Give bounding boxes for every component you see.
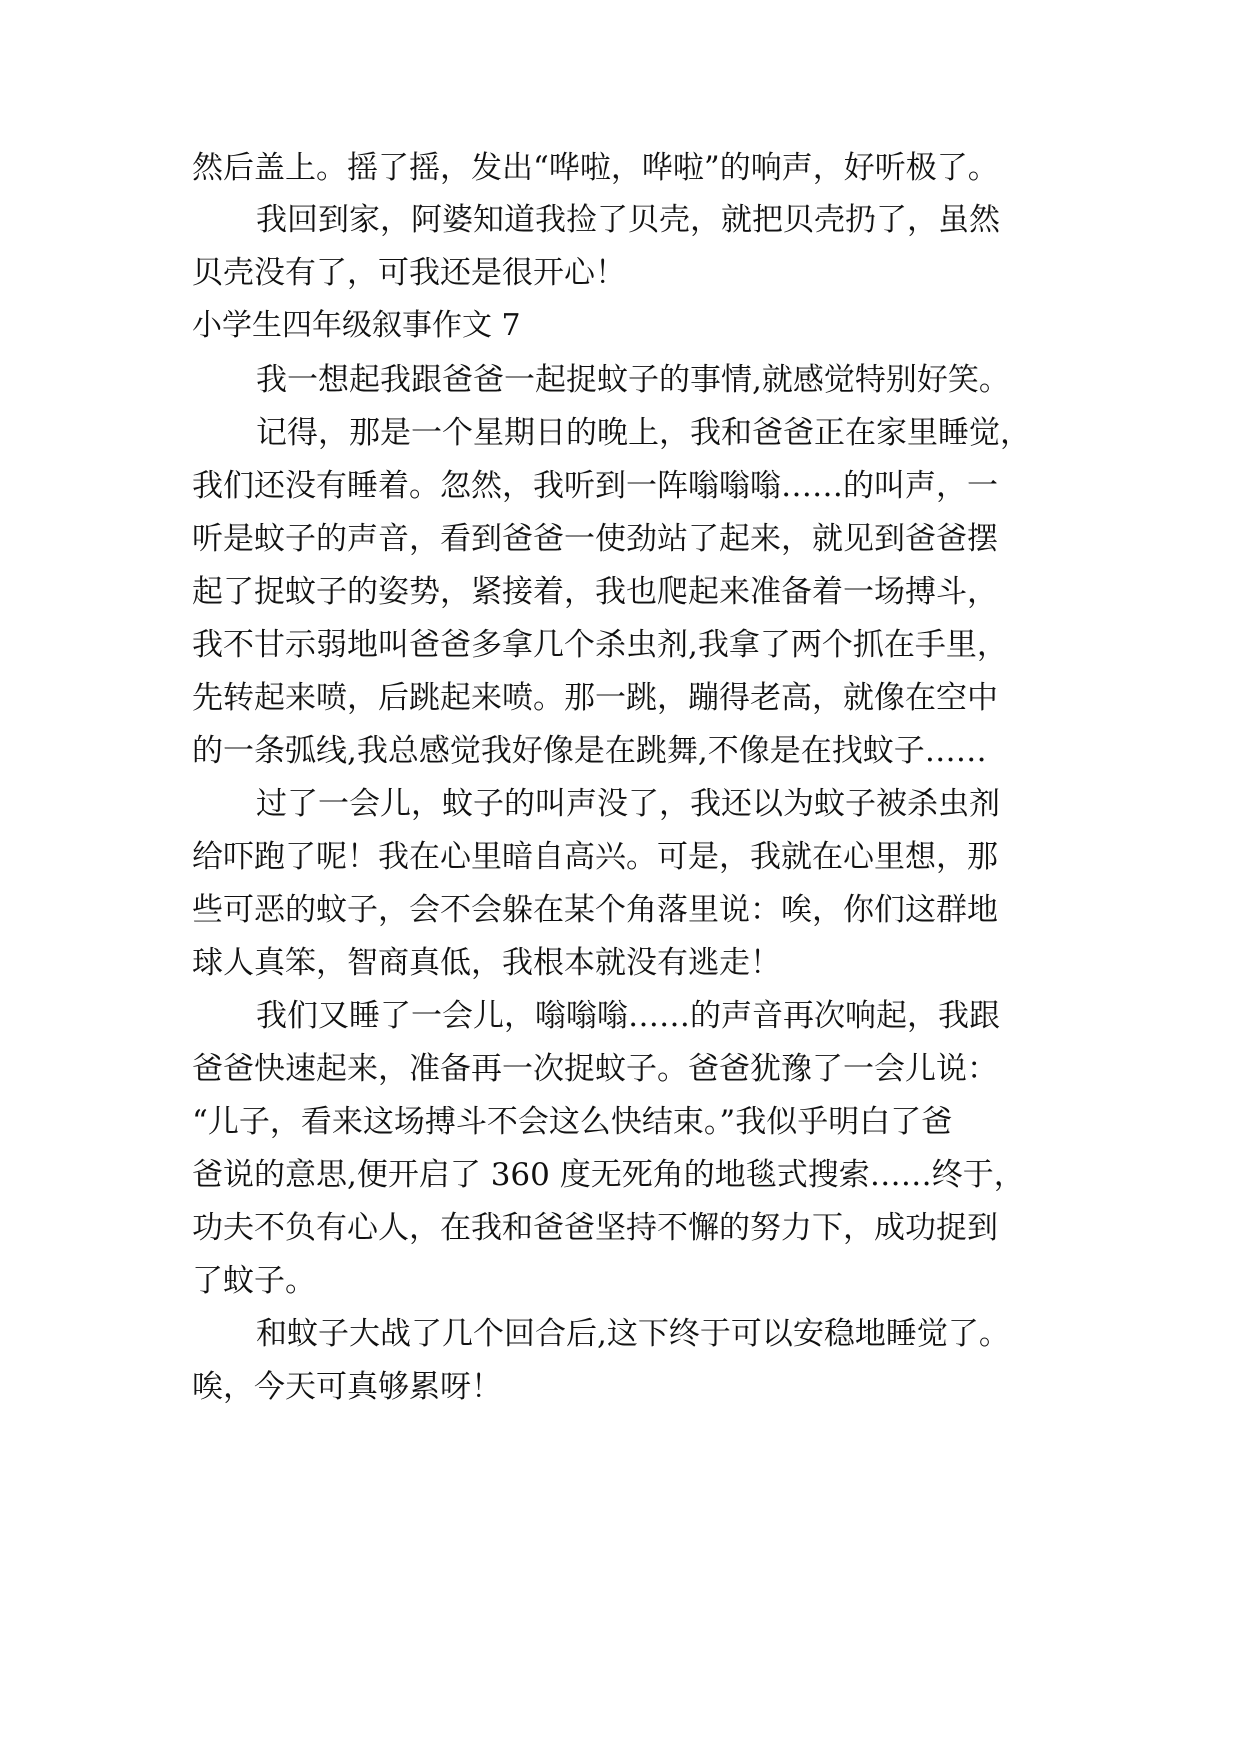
paragraph-line: 先转起来喷，后跳起来喷。那一跳，蹦得老高，就像在空中 xyxy=(192,680,998,716)
paragraph-line: 贝壳没有了，可我还是很开心！ xyxy=(192,255,626,291)
paragraph-line: 了蚊子。 xyxy=(192,1263,316,1299)
paragraph-line: 唉，今天可真够累呀！ xyxy=(192,1369,502,1405)
paragraph-line: 爸说的意思,便开启了 360 度无死角的地毯式搜索……终于， xyxy=(192,1157,1025,1193)
paragraph-line: 的一条弧线,我总感觉我好像是在跳舞,不像是在找蚊子…… xyxy=(192,733,987,769)
paragraph-line: 起了捉蚊子的姿势，紧接着，我也爬起来准备着一场搏斗， xyxy=(192,574,998,610)
paragraph-line: 球人真笨，智商真低，我根本就没有逃走！ xyxy=(192,945,781,981)
paragraph-line: 我们又睡了一会儿，嗡嗡嗡……的声音再次响起，我跟 xyxy=(256,998,1000,1034)
paragraph-line: 记得，那是一个星期日的晚上，我和爸爸正在家里睡觉， xyxy=(256,415,1031,451)
paragraph-line: “儿子，看来这场搏斗不会这么快结束。”我似乎明白了爸 xyxy=(192,1104,953,1140)
paragraph-line: 我回到家，阿婆知道我捡了贝壳，就把贝壳扔了，虽然 xyxy=(256,202,1000,238)
essay-heading: 小学生四年级叙事作文 7 xyxy=(192,308,521,343)
paragraph-line: 些可恶的蚊子，会不会躲在某个角落里说：唉，你们这群地 xyxy=(192,892,998,928)
paragraph-line: 和蚊子大战了几个回合后,这下终于可以安稳地睡觉了。 xyxy=(256,1316,1010,1352)
paragraph-line: 功夫不负有心人，在我和爸爸坚持不懈的努力下，成功捉到 xyxy=(192,1210,998,1246)
paragraph-line: 过了一会儿，蚊子的叫声没了，我还以为蚊子被杀虫剂 xyxy=(256,786,1000,822)
paragraph-line: 然后盖上。摇了摇，发出“哗啦，哗啦”的响声，好听极了。 xyxy=(192,150,999,186)
paragraph-line: 爸爸快速起来，准备再一次捉蚊子。爸爸犹豫了一会儿说： xyxy=(192,1051,998,1087)
paragraph-line: 我一想起我跟爸爸一起捉蚊子的事情,就感觉特别好笑。 xyxy=(256,362,1010,398)
paragraph-line: 听是蚊子的声音，看到爸爸一使劲站了起来，就见到爸爸摆 xyxy=(192,521,998,557)
paragraph-line: 我不甘示弱地叫爸爸多拿几个杀虫剂,我拿了两个抓在手里， xyxy=(192,627,1008,663)
paragraph-line: 我们还没有睡着。忽然，我听到一阵嗡嗡嗡……的叫声，一 xyxy=(192,468,998,504)
paragraph-line: 给吓跑了呢！我在心里暗自高兴。可是，我就在心里想，那 xyxy=(192,839,998,875)
